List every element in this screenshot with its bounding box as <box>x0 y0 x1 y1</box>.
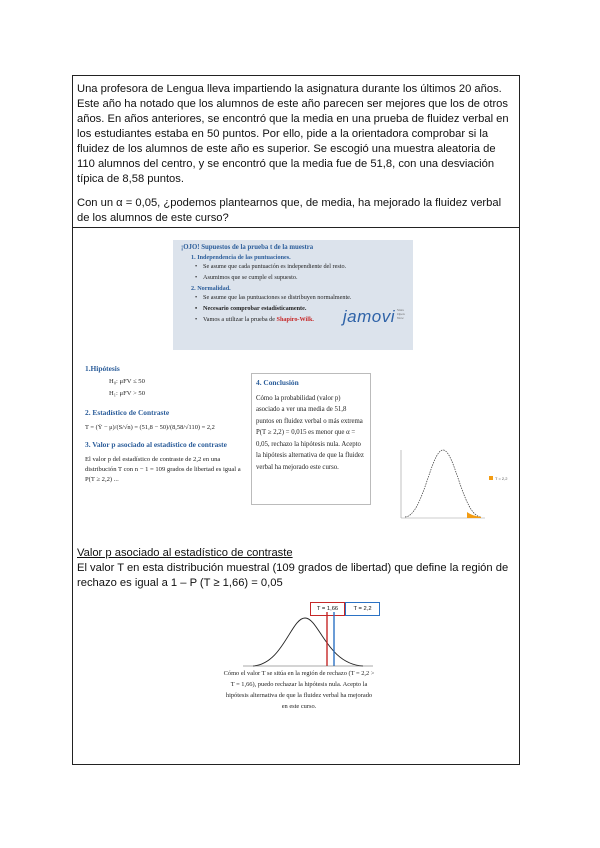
solution-steps <box>85 364 245 485</box>
pvalue-section-text: El valor T en esta distribución muestral (109 grados de libertad) que define la región de rechazo es igual a 1 – P (T ≥ 1,66) = 0,05 <box>77 562 509 589</box>
conclusion-box <box>251 373 371 505</box>
assumptions-slide <box>173 240 413 350</box>
assumption-2-bullet-3-text: Vamos a utilizar la prueba de <box>203 316 277 323</box>
problem-paragraph-1: Una profesora de Lengua lleva impartiendo la asignatura durante los últimos 20 años. Este año ha notado que los alumnos de este año parecen ser mejores que los de otros años. En años anteriores, se encontró que la media en una prueba de fluidez verbal en los estudiantes estaba en 50 puntos. Por ello, pide a la orientadora comprobar si la fluidez de los alumnos de este año es superior. Se escogió una muestra aleatoria de 110 alumnos del centro, y se encontró que la media fue de 51,8, con una desviación típica de 8,58 puntos. <box>77 83 509 185</box>
observed-t-box: T = 2,2 <box>345 602 380 616</box>
assumption-1-bullet-2: • Asumimos que se cumple el supuesto. <box>203 274 405 281</box>
assumption-2-bullet-2: • Necesario comprobar estadísticamente. <box>203 305 405 312</box>
assumption-1-bullet-1: • Se asume que cada puntuación es independiente del resto. <box>203 263 405 270</box>
assumption-1-title: 1. Independencia de las puntuaciones. <box>191 254 291 261</box>
content-frame <box>72 75 520 765</box>
rejection-caption: Cómo el valor T se sitúa en la región de rechazo (T = 2,2 > T = 1,66), puedo rechazar la hipótesis nula. Acepto la hipótesis alternativa de que la fluidez verbal ha mejorado en este curso. <box>223 670 375 710</box>
problem-statement <box>73 76 519 228</box>
statistic-heading: 2. Estadístico de Contraste <box>85 408 170 417</box>
null-hypothesis: H₀: μFV ≤ 50 <box>109 378 145 385</box>
density-curve-large <box>253 618 363 666</box>
assumptions-header: ¡OJO! Supuestos de la prueba t de la muestra <box>181 244 314 251</box>
shapiro-wilk-label: Shapiro-Wilk. <box>276 316 314 323</box>
alt-hypothesis: H₁: μFV > 50 <box>109 390 145 397</box>
assumption-2-title: 2. Normalidad. <box>191 285 231 292</box>
density-curve <box>405 450 481 517</box>
pvalue-heading: 3. Valor p asociado al estadístico de contraste <box>85 440 227 449</box>
conclusion-text: Cómo la probabilidad (valor p) asociado a ver una media de 51,8 puntos en fluidez verbal o más extrema P(T ≥ 2,2) = 0,015 es menor que α = 0,05, rechazo la hipótesis nula. Acepto la hipótesis alternativa de que la fluidez verbal ha mejorado este curso. <box>256 394 364 471</box>
problem-paragraph-2: Con un α = 0,05, ¿podemos plantearnos que, de media, ha mejorado la fluidez verbal de los alumnos de este curso? <box>77 197 502 224</box>
jamovi-logo-caption: Stats Open Now <box>397 308 405 320</box>
t-distribution-plot-large <box>233 612 393 668</box>
pvalue-section <box>77 546 517 591</box>
conclusion-heading: 4. Conclusión <box>256 378 299 387</box>
assumption-2-bullet-1: • Se asume que las puntuaciones se distribuyen normalmente. <box>203 294 405 301</box>
test-statistic-formula: T = (Ȳ − μ)/(S/√n) = (51,8 − 50)/(8,58/√110) = 2,2 <box>85 424 215 431</box>
legend-label: T = 2,2 <box>495 476 508 481</box>
pvalue-section-title: Valor p asociado al estadístico de contraste <box>77 547 293 559</box>
hypothesis-heading: 1.Hipótesis <box>85 364 120 373</box>
legend-swatch <box>489 476 493 480</box>
t-distribution-plot-small <box>393 446 513 528</box>
jamovi-logo: jamovi <box>342 307 395 326</box>
critical-t-box: T = 1,66 <box>310 602 345 616</box>
pvalue-text: El valor p del estadístico de contraste de 2,2 en una distribución T con n − 1 = 109 grados de libertad es igual a P(T ≥ 2,2) ... <box>85 456 241 483</box>
